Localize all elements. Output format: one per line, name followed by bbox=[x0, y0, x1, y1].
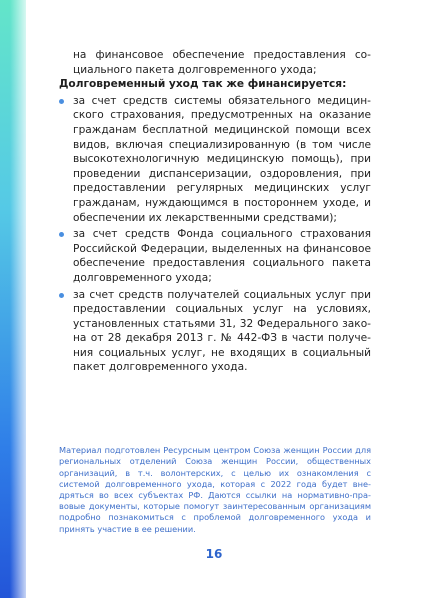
decorative-gradient-bar bbox=[0, 0, 26, 598]
section-heading: Долговременный уход так же финансируется: bbox=[59, 78, 347, 91]
list-item bbox=[59, 288, 371, 376]
list-item-text: за счет средств Фонда социального страхования Российской Федерации, выделенных на финансовое обеспечение предоставления социального пакета долговременного ухода; bbox=[73, 228, 371, 284]
bullet-icon bbox=[59, 99, 64, 104]
page-content bbox=[59, 48, 371, 377]
funding-list bbox=[59, 94, 371, 375]
list-item bbox=[59, 94, 371, 225]
page-number: 16 bbox=[205, 547, 223, 561]
bullet-icon bbox=[59, 293, 64, 298]
list-item-text: за счет средств системы обязательного медицинского страхования, предусмотренных на оказание гражданам бесплатной медицинской помощи всех видов, включая специализированную (в том числе высокотехнологичную медицинскую помощь), при проведении диспансеризации, оздоровления, при предоставлении регулярных медицинских услуг гражданам, нуждающимся в постороннем уходе, и обеспечении их лекарственными средствами); bbox=[73, 94, 371, 224]
continued-paragraph: на финансовое обеспечение предоставления социального пакета долговременного ухода; bbox=[73, 49, 371, 76]
list-item bbox=[59, 227, 371, 285]
footnote: Материал подготовлен Ресурсным центром Союза женщин России для региональных отделений Союза женщин России, общественных организаций, в т.ч. волонтерских, с целью их ознакомления с системой долговременного ухода, которая с 2022 года будет внедряться во всех субъектах РФ. Даются ссылки на нормативно-правовые документы, которые помогут заинтересованным организациям подробно познакомиться с проблемой долговременного ухода и принять участие в ее решении. bbox=[59, 445, 371, 534]
list-item-text: за счет средств получателей социальных услуг при предоставлении социальных услуг на условиях, установленных статьями 31, 32 Федерального закона от 28 декабря 2013 г. № 442-ФЗ в части получения социальных услуг, не входящих в социальный пакет долговременного ухода. bbox=[73, 288, 371, 374]
bullet-icon bbox=[59, 232, 64, 237]
